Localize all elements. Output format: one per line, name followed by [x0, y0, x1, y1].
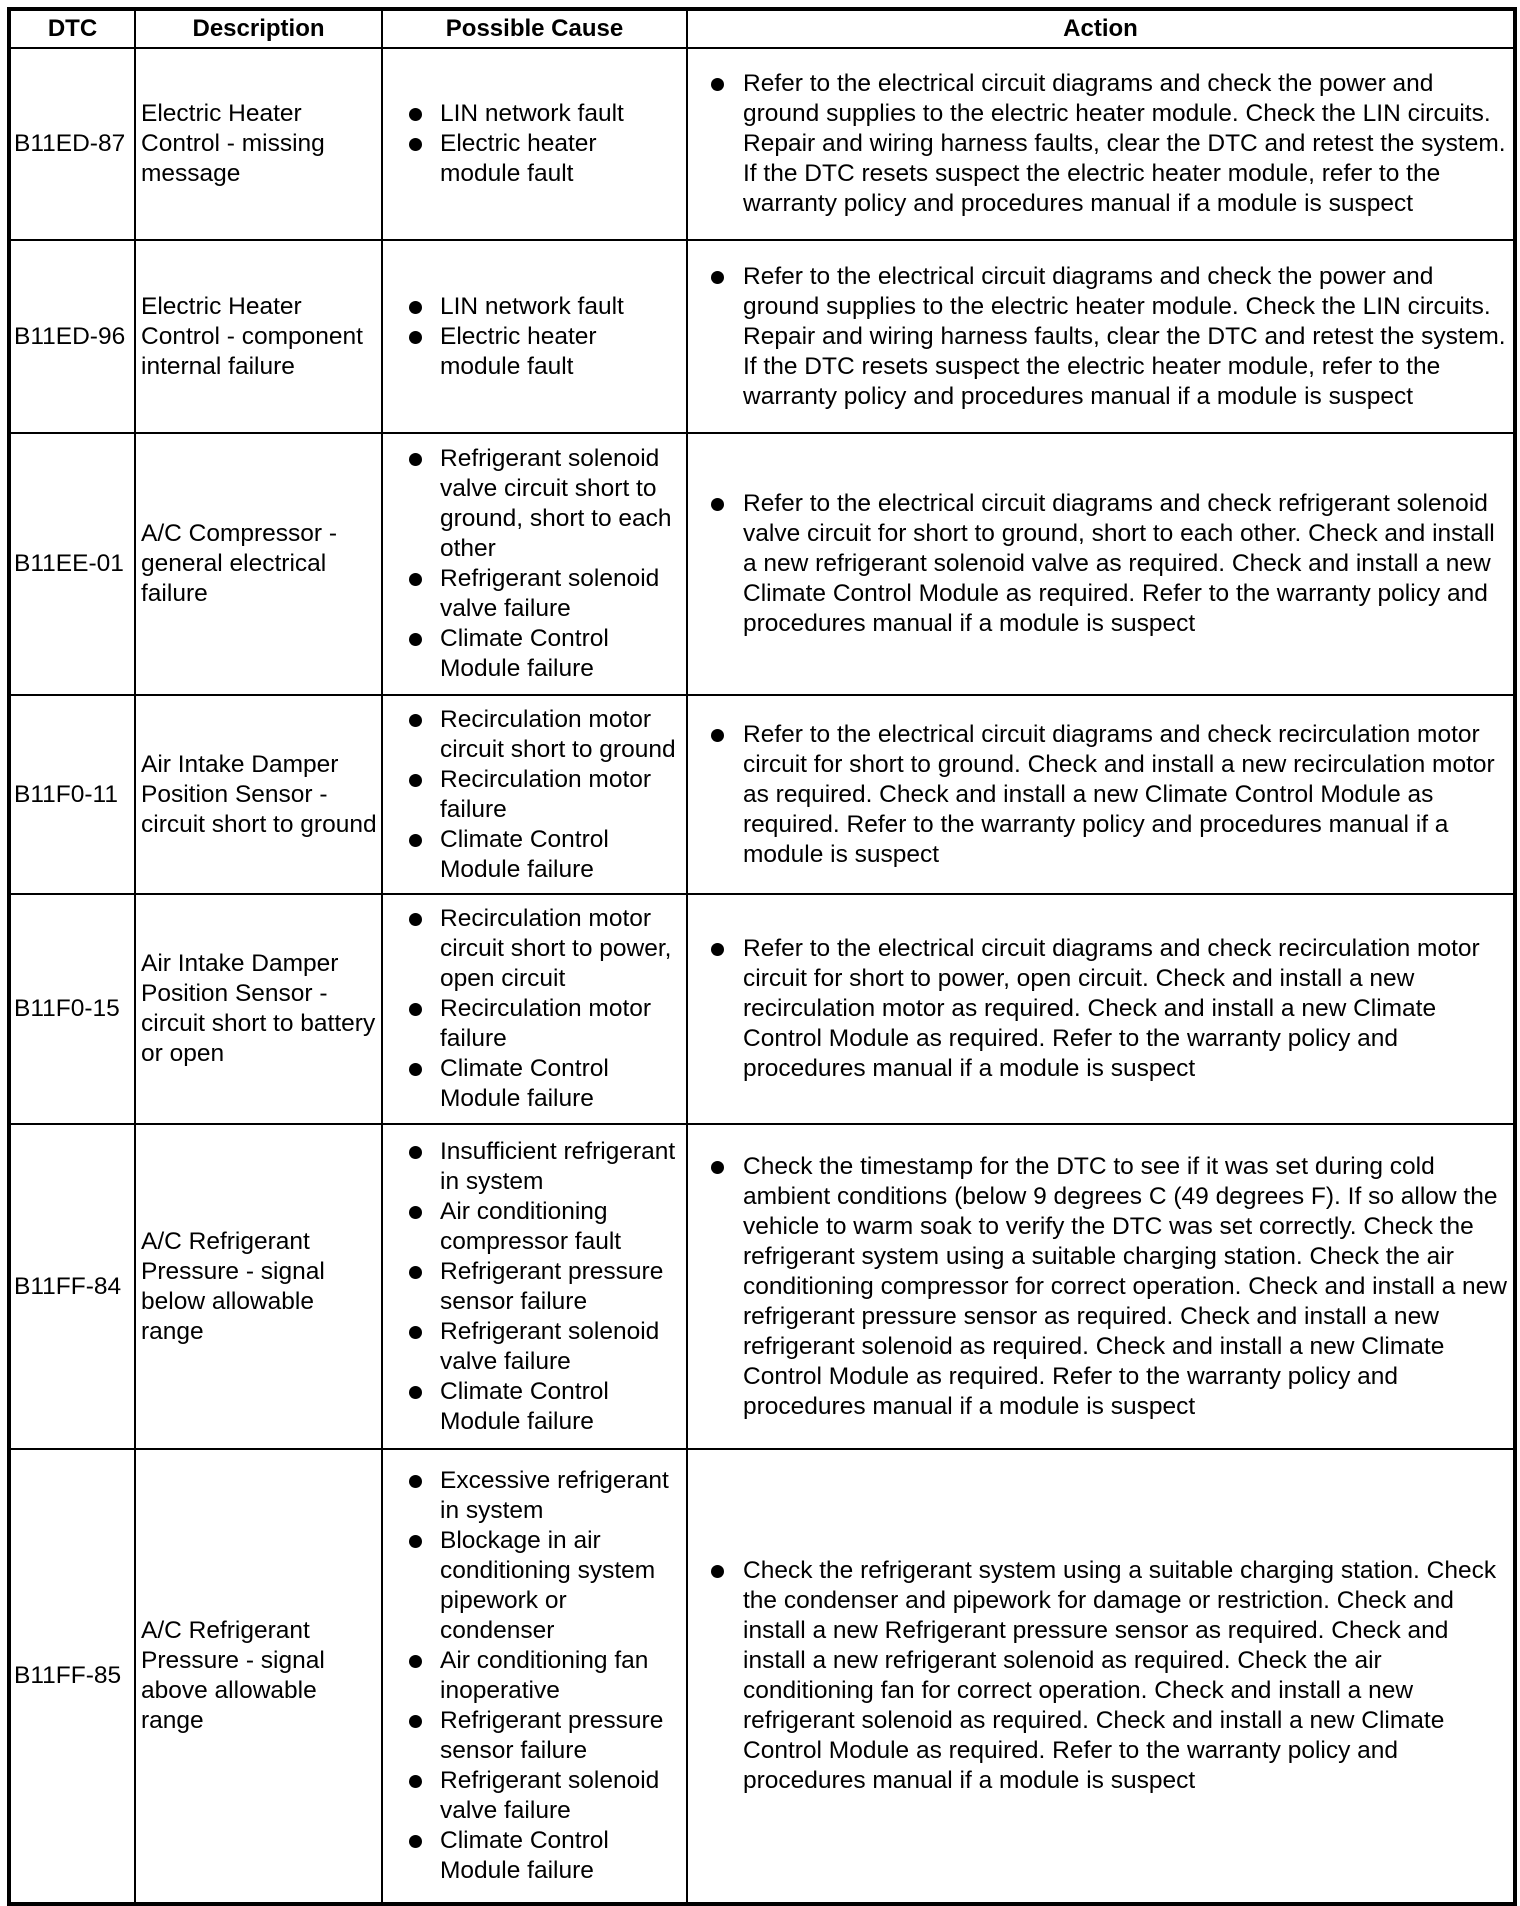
cause-item: Blockage in air conditioning system pipework or condenser — [407, 1526, 682, 1646]
cause-item: Electric heater module fault — [407, 129, 682, 189]
table-row — [9, 240, 1515, 433]
action — [687, 1449, 1515, 1904]
cause-item: Climate Control Module failure — [407, 825, 682, 885]
cause-item: Recirculation motor circuit short to power, open circuit — [407, 904, 682, 994]
action — [687, 695, 1515, 894]
cause-item: Refrigerant solenoid valve failure — [407, 1317, 682, 1377]
header-row — [9, 9, 1515, 48]
header-possible-cause: Possible Cause — [382, 9, 687, 48]
action-text: Refer to the electrical circuit diagrams and check recirculation motor circuit for short to power, open circuit. Check and install a new recirculation motor as required. Check and install a new Climate Control Module as required. Refer to the warranty policy and procedures manual if a module is suspect — [708, 934, 1507, 1084]
action — [687, 1124, 1515, 1449]
cause-item: Recirculation motor failure — [407, 765, 682, 825]
cause-item: LIN network fault — [407, 292, 682, 322]
possible-cause — [382, 433, 687, 695]
action-text: Refer to the electrical circuit diagrams and check the power and ground supplies to the electric heater module. Check the LIN circuits. Repair and wiring harness faults, clear the DTC and retest the system. If the DTC resets suspect the electric heater module, refer to the warranty policy and procedures manual if a module is suspect — [708, 69, 1507, 219]
possible-cause — [382, 48, 687, 240]
cause-item: Refrigerant solenoid valve failure — [407, 564, 682, 624]
dtc-table — [7, 7, 1517, 1906]
table-row — [9, 433, 1515, 695]
description: A/C Refrigerant Pressure - signal below allowable range — [135, 1124, 382, 1449]
description: Air Intake Damper Position Sensor - circuit short to ground — [135, 695, 382, 894]
cause-item: Refrigerant pressure sensor failure — [407, 1257, 682, 1317]
table-row — [9, 695, 1515, 894]
description: A/C Refrigerant Pressure - signal above allowable range — [135, 1449, 382, 1904]
cause-item: Excessive refrigerant in system — [407, 1466, 682, 1526]
possible-cause — [382, 1449, 687, 1904]
cause-item: Air conditioning compressor fault — [407, 1197, 682, 1257]
cause-item: Insufficient refrigerant in system — [407, 1137, 682, 1197]
action — [687, 433, 1515, 695]
description: Air Intake Damper Position Sensor - circuit short to battery or open — [135, 894, 382, 1124]
cause-item: Climate Control Module failure — [407, 1826, 682, 1886]
dtc-code: B11FF-84 — [9, 1124, 135, 1449]
table-row — [9, 1449, 1515, 1904]
cause-item: Climate Control Module failure — [407, 624, 682, 684]
description: Electric Heater Control - component internal failure — [135, 240, 382, 433]
action-text: Refer to the electrical circuit diagrams and check recirculation motor circuit for short to ground. Check and install a new recirculation motor as required. Check and install a new Climate Control Module as required. Refer to the warranty policy and procedures manual if a module is suspect — [708, 720, 1507, 870]
dtc-code: B11F0-11 — [9, 695, 135, 894]
table-row — [9, 894, 1515, 1124]
dtc-code: B11EE-01 — [9, 433, 135, 695]
action-text: Refer to the electrical circuit diagrams and check refrigerant solenoid valve circuit for short to ground, short to each other. Check and install a new refrigerant solenoid valve as required. Check and install a new Climate Control Module as required. Refer to the warranty policy and procedures manual if a module is suspect — [708, 489, 1507, 639]
action-text: Check the timestamp for the DTC to see if it was set during cold ambient conditions (below 9 degrees C (49 degrees F). If so allow the vehicle to warm soak to verify the DTC was set correctly. Check the refrigerant system using a suitable charging station. Check the air conditioning compressor for correct operation. Check and install a new refrigerant pressure sensor as required. Check and install a new refrigerant solenoid as required. Check and install a new Climate Control Module as required. Refer to the warranty policy and procedures manual if a module is suspect — [708, 1152, 1507, 1422]
possible-cause — [382, 695, 687, 894]
action-text: Refer to the electrical circuit diagrams and check the power and ground supplies to the electric heater module. Check the LIN circuits. Repair and wiring harness faults, clear the DTC and retest the system. If the DTC resets suspect the electric heater module, refer to the warranty policy and procedures manual if a module is suspect — [708, 262, 1507, 412]
table-row — [9, 48, 1515, 240]
dtc-code: B11ED-87 — [9, 48, 135, 240]
header-dtc: DTC — [9, 9, 135, 48]
dtc-code: B11ED-96 — [9, 240, 135, 433]
possible-cause — [382, 240, 687, 433]
action-text: Check the refrigerant system using a suitable charging station. Check the condenser and pipework for damage or restriction. Check and install a new Refrigerant pressure sensor as required. Check and install a new refrigerant solenoid as required. Check the air conditioning fan for correct operation. Check and install a new refrigerant solenoid as required. Check and install a new Climate Control Module as required. Refer to the warranty policy and procedures manual if a module is suspect — [708, 1556, 1507, 1796]
action — [687, 894, 1515, 1124]
possible-cause — [382, 1124, 687, 1449]
description: Electric Heater Control - missing message — [135, 48, 382, 240]
cause-item: Electric heater module fault — [407, 322, 682, 382]
possible-cause — [382, 894, 687, 1124]
cause-item: Refrigerant pressure sensor failure — [407, 1706, 682, 1766]
action — [687, 240, 1515, 433]
cause-item: Refrigerant solenoid valve circuit short to ground, short to each other — [407, 444, 682, 564]
table-row — [9, 1124, 1515, 1449]
header-description: Description — [135, 9, 382, 48]
cause-item: Recirculation motor failure — [407, 994, 682, 1054]
action — [687, 48, 1515, 240]
cause-item: Recirculation motor circuit short to ground — [407, 705, 682, 765]
dtc-code: B11FF-85 — [9, 1449, 135, 1904]
description: A/C Compressor - general electrical failure — [135, 433, 382, 695]
cause-item: LIN network fault — [407, 99, 682, 129]
cause-item: Air conditioning fan inoperative — [407, 1646, 682, 1706]
cause-item: Climate Control Module failure — [407, 1377, 682, 1437]
dtc-code: B11F0-15 — [9, 894, 135, 1124]
header-action: Action — [687, 9, 1515, 48]
cause-item: Climate Control Module failure — [407, 1054, 682, 1114]
cause-item: Refrigerant solenoid valve failure — [407, 1766, 682, 1826]
